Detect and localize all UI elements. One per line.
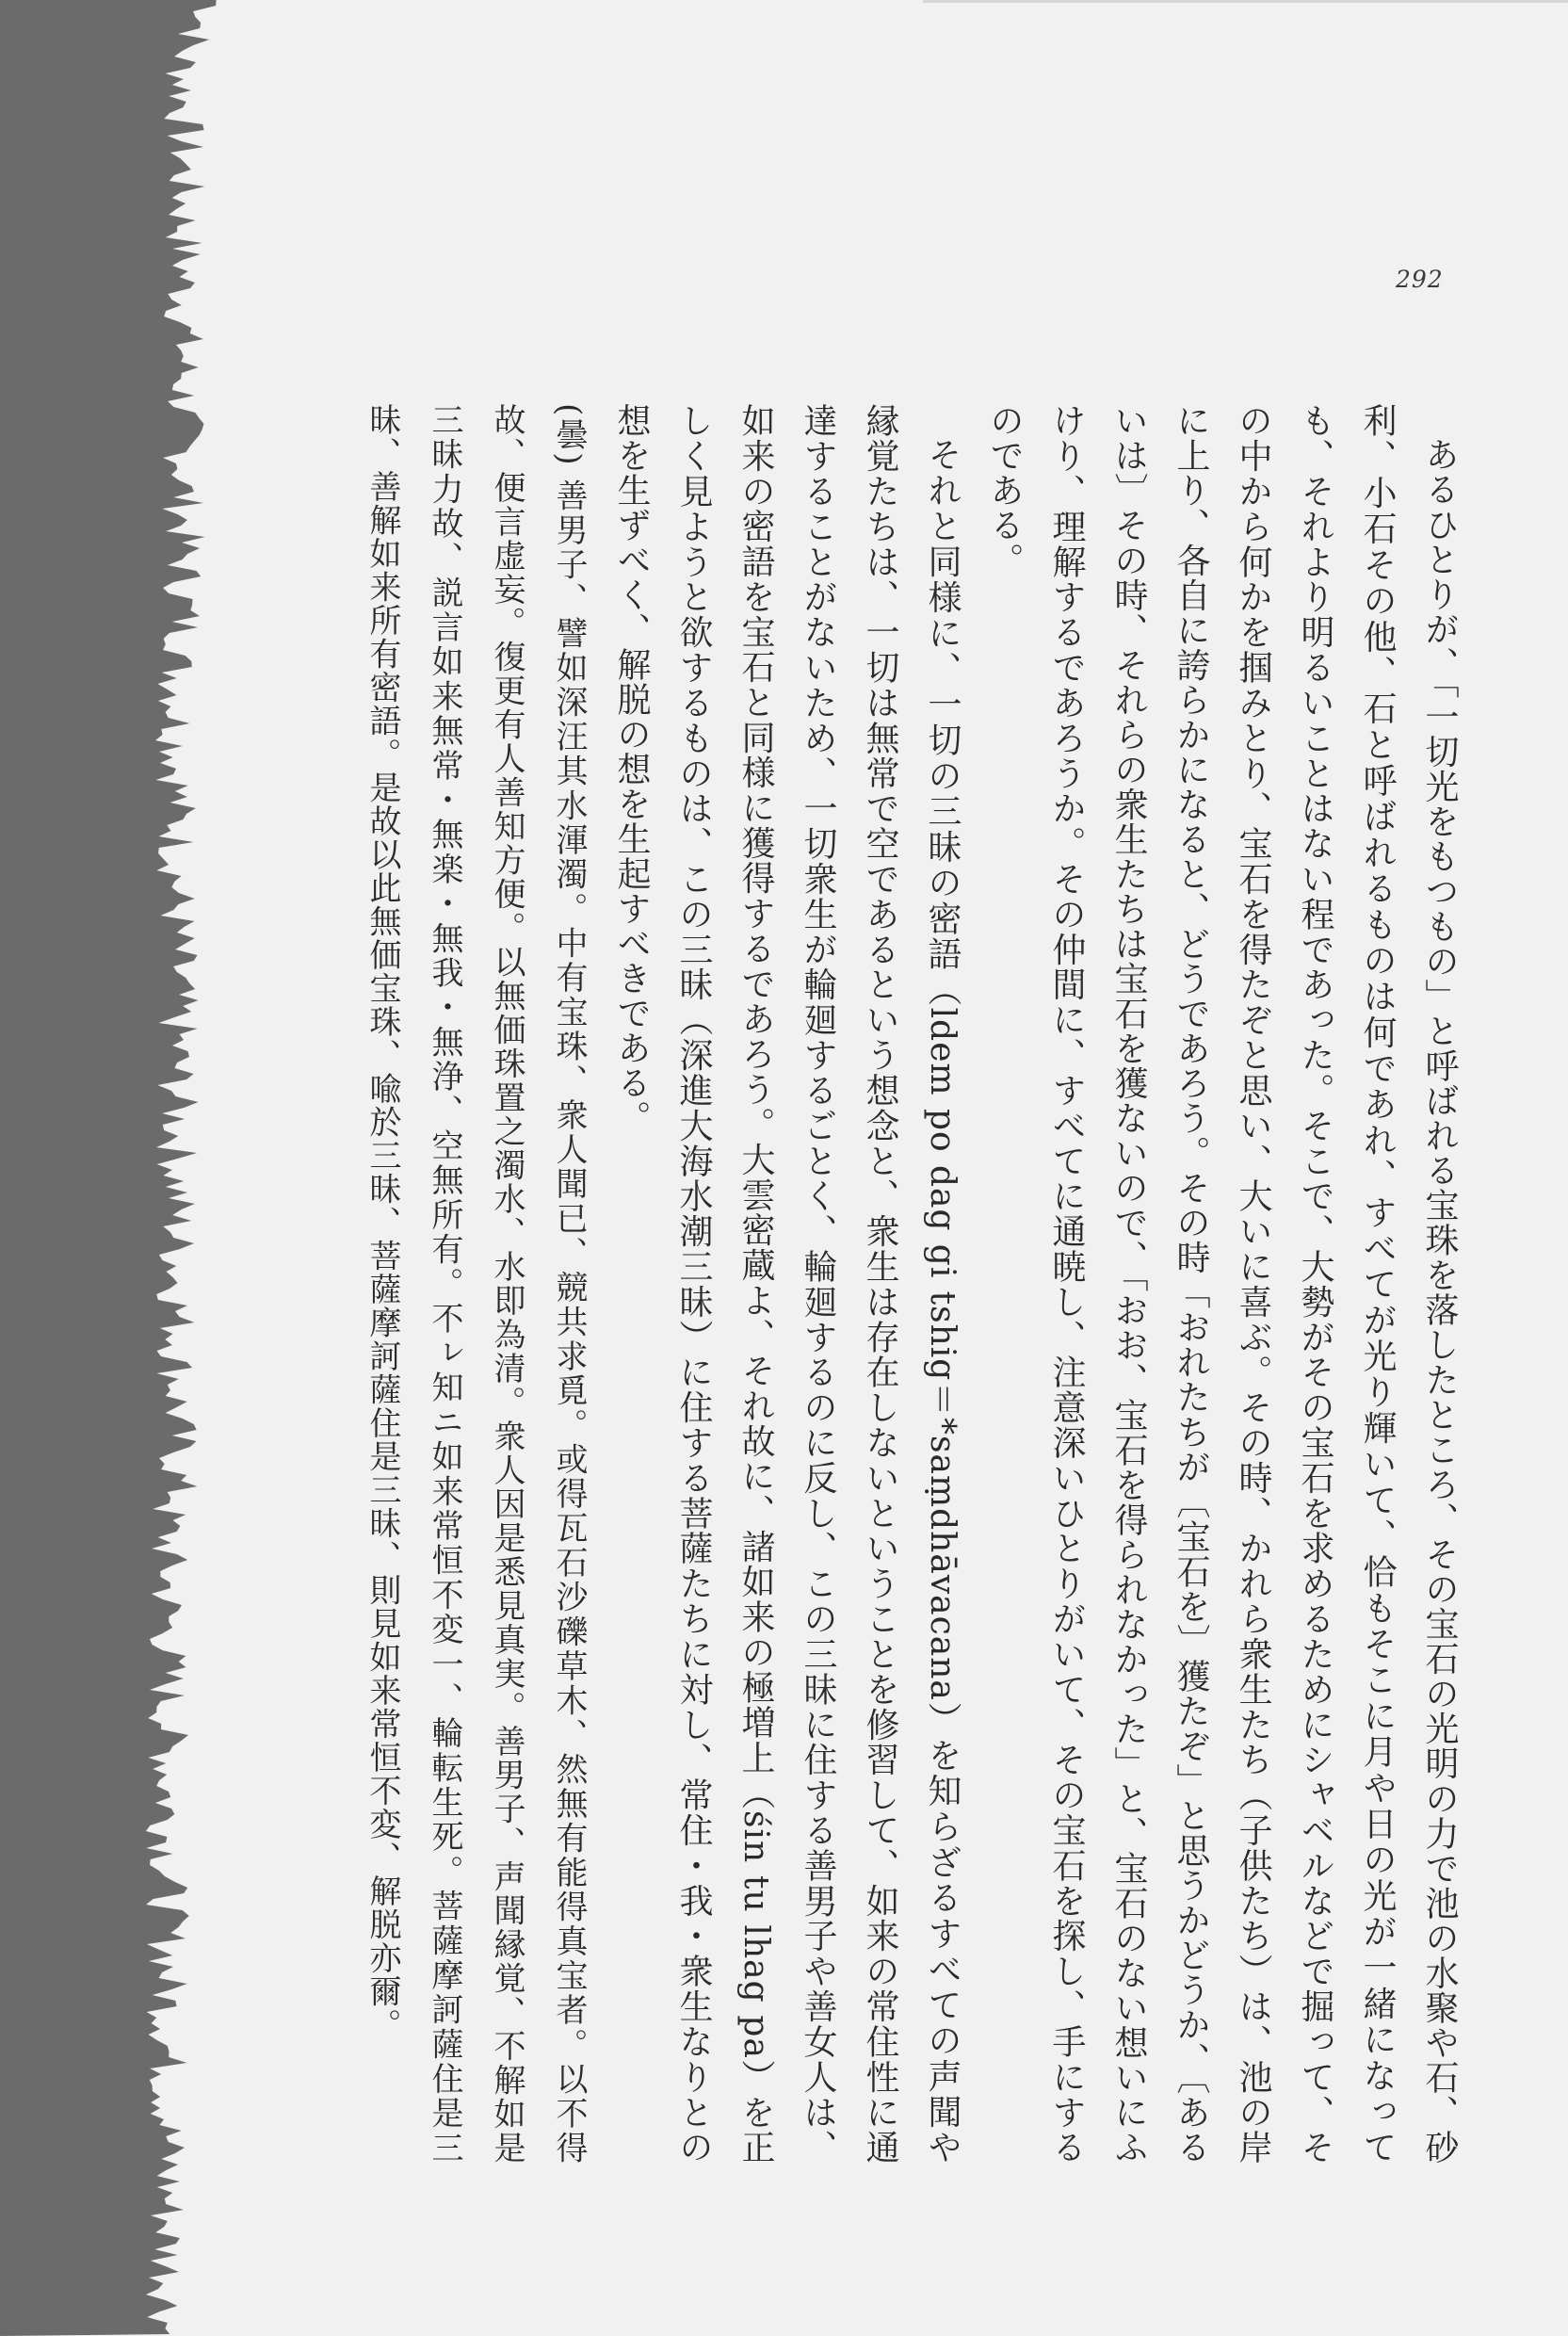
paragraph-story: あるひとりが、「一切光をもつもの」と呼ばれる宝珠を落したところ、その宝石の光明の力で池の水聚や石、砂利、小石その他、石と呼ばれるものは何であれ、すべてが光り輝いて、恰もそこに月や日の光が一緒になっても、それより明るいことはない程であった。そこで、大勢がその宝石を求めるためにシャベルなどで掘って、その中から何かを掴みとり、宝石を得たぞと思い、大いに喜ぶ。その時、かれら衆生たち（子供たち）は、池の岸に上り、各自に誇らかになると、どうであろう。その時「おれたちが〔宝石を〕獲たぞ」と思うかどうか、〔あるいは〕その時、それらの衆生たちは宝石を獲ないので、「おお、宝石を得られなかった」と、宝石のない想いにふけり、理解するであろうか。その仲間に、すべてに通暁し、注意深いひとりがいて、その宝石を探し、手にするのである。 bbox=[985, 403, 1459, 2165]
page-number: 292 bbox=[1396, 266, 1444, 293]
paragraph-kanbun-citation: (曇) 善男子、譬如深汪其水渾濁。中有宝珠、衆人聞已、競共求覓。或得瓦石沙礫草木、然無有能得真宝者。以不得故、便言虚妄。復更有人善知方便。以無価珠置之濁水、水即為清。衆人因是悉見真実。善男子、声聞縁覚、不解如是三昧力故、説言如来無常・無楽・無我・無浄、空無所有。不ㇾ知ニ如来常恒不変一、輪転生死。菩薩摩訶薩住是三昧、善解如来所有密語。是故以此無価宝珠、喩於三昧、菩薩摩訶薩住是三昧、則見如来常恒不変、解脱亦爾。 bbox=[364, 403, 588, 2165]
paragraph-commentary: それと同様に、一切の三昧の密語（ldem po dag gi tshig＝*saṃdhāvacana）を知らざるすべての声聞や縁覚たちは、一切は無常で空であるという想念と、衆生は存在しないということを修習して、如来の常住性に通達することがないため、一切衆生が輪廻するごとく、輪廻するのに反し、この三昧に住する善男子や善女人は、如来の密語を宝石と同様に獲得するであろう。大雲密蔵よ、それ故に、諸如来の極増上（śin tu lhag pa）を正しく見ようと欲するものは、この三昧（深進大海水潮三昧）に住する菩薩たちに対し、常住・我・衆生なりとの想を生ずべく、解脱の想を生起すべきである。 bbox=[612, 403, 962, 2165]
top-rule bbox=[923, 0, 1568, 3]
body-text bbox=[227, 403, 1470, 2165]
